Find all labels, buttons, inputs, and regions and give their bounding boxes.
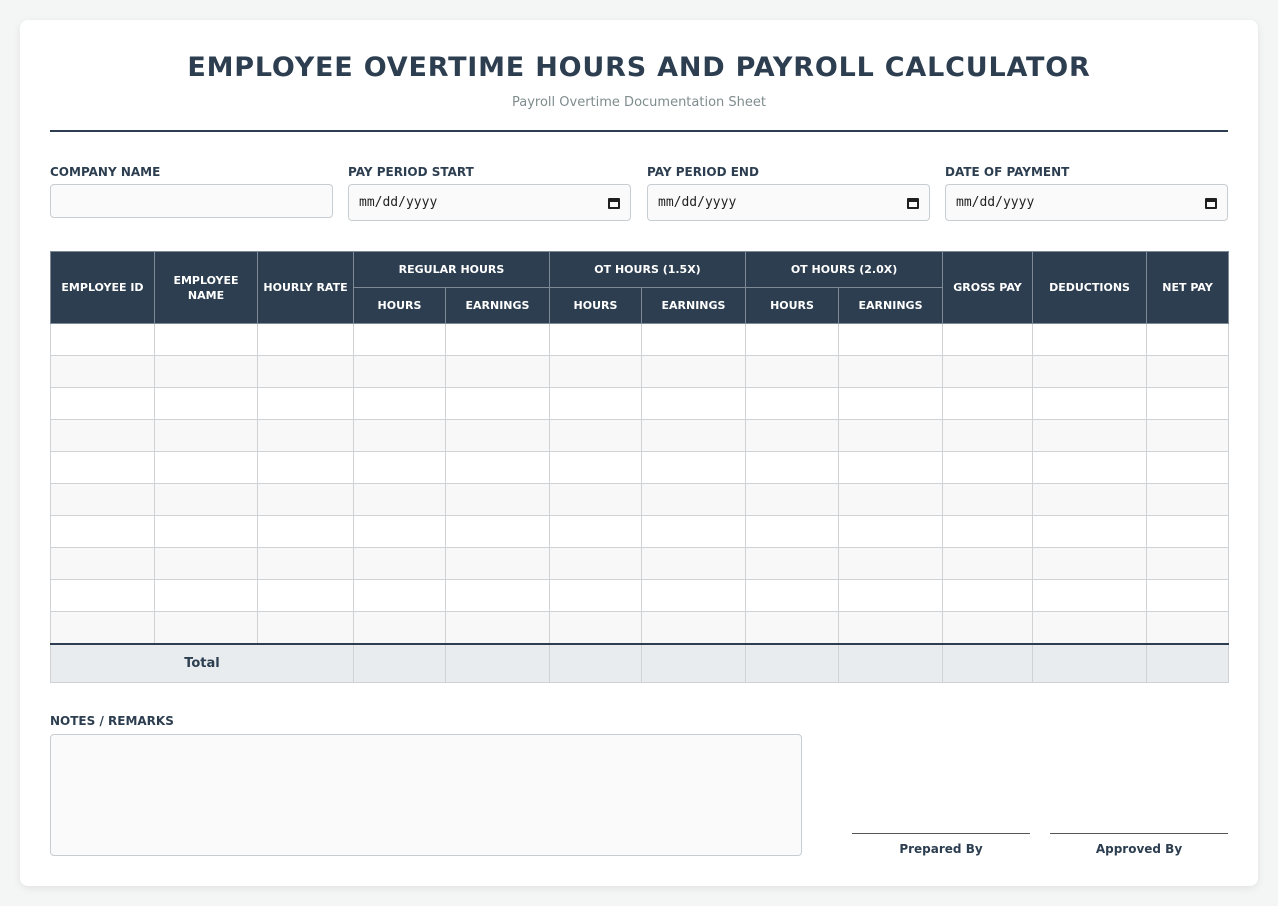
table-cell[interactable] (550, 356, 642, 388)
table-row (51, 388, 1229, 420)
table-cell[interactable] (155, 484, 258, 516)
notes-label: NOTES / REMARKS (50, 714, 174, 728)
table-cell[interactable] (155, 580, 258, 612)
table-cell[interactable] (943, 420, 1033, 452)
table-cell[interactable] (354, 484, 446, 516)
table-cell[interactable] (155, 612, 258, 644)
table-row (51, 356, 1229, 388)
table-row (51, 516, 1229, 548)
total-cell[interactable] (1147, 644, 1229, 683)
table-cell[interactable] (1033, 452, 1147, 484)
total-cell[interactable] (446, 644, 550, 683)
table-cell[interactable] (839, 452, 943, 484)
total-cell[interactable] (839, 644, 943, 683)
table-cell[interactable] (943, 580, 1033, 612)
table-cell[interactable] (51, 452, 155, 484)
table-cell[interactable] (550, 612, 642, 644)
table-cell[interactable] (943, 612, 1033, 644)
table-cell[interactable] (51, 388, 155, 420)
table-cell[interactable] (446, 420, 550, 452)
table-cell[interactable] (354, 420, 446, 452)
table-cell[interactable] (1147, 356, 1229, 388)
col-ot20-earnings: EARNINGS (839, 288, 943, 324)
pay-period-start-label: PAY PERIOD START (348, 165, 474, 179)
table-cell[interactable] (642, 548, 746, 580)
company-name-field-group (50, 164, 333, 218)
table-cell[interactable] (746, 612, 839, 644)
table-cell[interactable] (839, 324, 943, 356)
table-cell[interactable] (354, 356, 446, 388)
page-title: EMPLOYEE OVERTIME HOURS AND PAYROLL CALCULATOR (187, 52, 1091, 83)
total-cell[interactable] (943, 644, 1033, 683)
table-cell[interactable] (446, 516, 550, 548)
approved-by-label: Approved By (1095, 842, 1183, 856)
table-cell[interactable] (354, 388, 446, 420)
table-cell[interactable] (746, 452, 839, 484)
col-ot15-hours: HOURS (550, 288, 642, 324)
table-cell[interactable] (642, 388, 746, 420)
table-cell[interactable] (1147, 324, 1229, 356)
calendar-icon[interactable] (1205, 197, 1217, 209)
pay-period-end-value: mm/dd/yyyy (658, 195, 737, 210)
table-cell[interactable] (446, 612, 550, 644)
header-divider (50, 130, 1228, 132)
table-cell[interactable] (51, 612, 155, 644)
table-cell[interactable] (446, 580, 550, 612)
table-cell[interactable] (943, 324, 1033, 356)
col-employee-name: EMPLOYEE NAME (155, 252, 258, 324)
table-cell[interactable] (839, 516, 943, 548)
table-cell[interactable] (550, 388, 642, 420)
table-cell[interactable] (354, 516, 446, 548)
table-cell[interactable] (155, 356, 258, 388)
table-cell[interactable] (642, 484, 746, 516)
table-cell[interactable] (155, 388, 258, 420)
table-cell[interactable] (354, 548, 446, 580)
table-cell[interactable] (51, 580, 155, 612)
table-cell[interactable] (1033, 548, 1147, 580)
table-cell[interactable] (550, 420, 642, 452)
table-cell[interactable] (1147, 516, 1229, 548)
table-cell[interactable] (550, 484, 642, 516)
table-row (51, 612, 1229, 644)
table-cell[interactable] (258, 324, 354, 356)
table-cell[interactable] (1147, 452, 1229, 484)
col-ot-hours-1-5x: OT HOURS (1.5X) (550, 252, 746, 288)
table-row (51, 548, 1229, 580)
date-of-payment-label: DATE OF PAYMENT (945, 165, 1070, 179)
table-cell[interactable] (51, 516, 155, 548)
pay-period-end-input[interactable] (647, 184, 930, 221)
table-cell[interactable] (746, 420, 839, 452)
notes-textarea[interactable] (50, 734, 802, 856)
col-regular-hours-earnings: EARNINGS (446, 288, 550, 324)
col-deductions: DEDUCTIONS (1033, 252, 1147, 324)
table-cell[interactable] (943, 452, 1033, 484)
table-cell[interactable] (1033, 516, 1147, 548)
table-cell[interactable] (746, 324, 839, 356)
table-cell[interactable] (550, 580, 642, 612)
table-cell[interactable] (446, 388, 550, 420)
table-cell[interactable] (258, 356, 354, 388)
table-cell[interactable] (642, 516, 746, 548)
table-cell[interactable] (446, 452, 550, 484)
table-cell[interactable] (354, 580, 446, 612)
page-subtitle: Payroll Overtime Documentation Sheet (512, 95, 766, 110)
table-cell[interactable] (550, 324, 642, 356)
table-cell[interactable] (446, 484, 550, 516)
col-regular-hours: REGULAR HOURS (354, 252, 550, 288)
table-cell[interactable] (1147, 612, 1229, 644)
table-cell[interactable] (155, 548, 258, 580)
table-cell[interactable] (1147, 484, 1229, 516)
table-cell[interactable] (258, 420, 354, 452)
table-cell[interactable] (258, 516, 354, 548)
pay-period-start-field-group (348, 164, 631, 221)
table-body (51, 324, 1229, 644)
table-cell[interactable] (746, 484, 839, 516)
table-cell[interactable] (155, 420, 258, 452)
company-name-label: COMPANY NAME (50, 165, 161, 179)
total-cell[interactable] (354, 644, 446, 683)
table-cell[interactable] (1033, 356, 1147, 388)
table-cell[interactable] (258, 388, 354, 420)
col-employee-id: EMPLOYEE ID (51, 252, 155, 324)
table-row (51, 452, 1229, 484)
table-cell[interactable] (1147, 420, 1229, 452)
prepared-by-signature (852, 833, 1030, 856)
table-cell[interactable] (746, 548, 839, 580)
table-cell[interactable] (746, 356, 839, 388)
table-cell[interactable] (943, 548, 1033, 580)
table-cell[interactable] (446, 356, 550, 388)
table-cell[interactable] (1033, 580, 1147, 612)
calendar-icon[interactable] (907, 197, 919, 209)
total-cell[interactable] (642, 644, 746, 683)
table-cell[interactable] (1147, 548, 1229, 580)
table-cell[interactable] (550, 548, 642, 580)
table-cell[interactable] (155, 324, 258, 356)
table-cell[interactable] (155, 516, 258, 548)
table-cell[interactable] (1147, 580, 1229, 612)
table-cell[interactable] (51, 356, 155, 388)
table-cell[interactable] (839, 484, 943, 516)
signature-line[interactable] (1050, 833, 1228, 834)
pay-period-start-value: mm/dd/yyyy (359, 195, 438, 210)
table-cell[interactable] (642, 612, 746, 644)
table-cell[interactable] (642, 452, 746, 484)
table-cell[interactable] (446, 548, 550, 580)
col-ot20-hours: HOURS (746, 288, 839, 324)
table-cell[interactable] (258, 548, 354, 580)
table-cell[interactable] (642, 420, 746, 452)
table-row (51, 484, 1229, 516)
table-cell[interactable] (746, 580, 839, 612)
total-cell[interactable] (550, 644, 642, 683)
col-net-pay: NET PAY (1147, 252, 1229, 324)
table-row (51, 324, 1229, 356)
table-cell[interactable] (155, 452, 258, 484)
table-cell[interactable] (943, 516, 1033, 548)
table-cell[interactable] (258, 452, 354, 484)
table-cell[interactable] (354, 324, 446, 356)
table-cell[interactable] (258, 612, 354, 644)
table-cell[interactable] (642, 580, 746, 612)
col-ot15-earnings: EARNINGS (642, 288, 746, 324)
table-cell[interactable] (1033, 324, 1147, 356)
table-cell[interactable] (839, 580, 943, 612)
table-cell[interactable] (446, 324, 550, 356)
table-cell[interactable] (746, 516, 839, 548)
table-cell[interactable] (839, 356, 943, 388)
table-cell[interactable] (51, 484, 155, 516)
total-label: Total (51, 644, 354, 683)
prepared-by-label: Prepared By (899, 842, 983, 856)
pay-period-start-input[interactable] (348, 184, 631, 221)
total-row (51, 644, 1229, 683)
table-cell[interactable] (550, 516, 642, 548)
table-cell[interactable] (839, 548, 943, 580)
table-cell[interactable] (51, 324, 155, 356)
table-cell[interactable] (258, 484, 354, 516)
table-cell[interactable] (943, 484, 1033, 516)
table-row (51, 580, 1229, 612)
signature-line[interactable] (852, 833, 1030, 834)
table-cell[interactable] (943, 388, 1033, 420)
total-cell[interactable] (746, 644, 839, 683)
table-cell[interactable] (1033, 388, 1147, 420)
table-cell[interactable] (839, 420, 943, 452)
table-cell[interactable] (943, 356, 1033, 388)
date-of-payment-value: mm/dd/yyyy (956, 195, 1035, 210)
table-cell[interactable] (51, 548, 155, 580)
col-regular-hours-hours: HOURS (354, 288, 446, 324)
table-cell[interactable] (746, 388, 839, 420)
payroll-table (50, 251, 1229, 683)
date-of-payment-field-group (945, 164, 1228, 221)
calendar-icon[interactable] (608, 197, 620, 209)
table-cell[interactable] (642, 324, 746, 356)
table-cell[interactable] (354, 612, 446, 644)
date-of-payment-input[interactable] (945, 184, 1228, 221)
table-row (51, 420, 1229, 452)
table-cell[interactable] (51, 420, 155, 452)
approved-by-signature (1050, 833, 1228, 856)
col-hourly-rate: HOURLY RATE (258, 252, 354, 324)
table-cell[interactable] (1033, 612, 1147, 644)
table-cell[interactable] (1033, 420, 1147, 452)
table-cell[interactable] (354, 452, 446, 484)
pay-period-end-field-group (647, 164, 930, 221)
col-gross-pay: GROSS PAY (943, 252, 1033, 324)
pay-period-end-label: PAY PERIOD END (647, 165, 759, 179)
total-cell[interactable] (1033, 644, 1147, 683)
table-cell[interactable] (642, 356, 746, 388)
table-cell[interactable] (839, 388, 943, 420)
table-cell[interactable] (839, 612, 943, 644)
table-cell[interactable] (1147, 388, 1229, 420)
table-cell[interactable] (1033, 484, 1147, 516)
payroll-sheet (20, 20, 1258, 886)
table-cell[interactable] (258, 580, 354, 612)
company-name-input[interactable] (50, 184, 333, 218)
col-ot-hours-2-0x: OT HOURS (2.0X) (746, 252, 943, 288)
table-cell[interactable] (550, 452, 642, 484)
